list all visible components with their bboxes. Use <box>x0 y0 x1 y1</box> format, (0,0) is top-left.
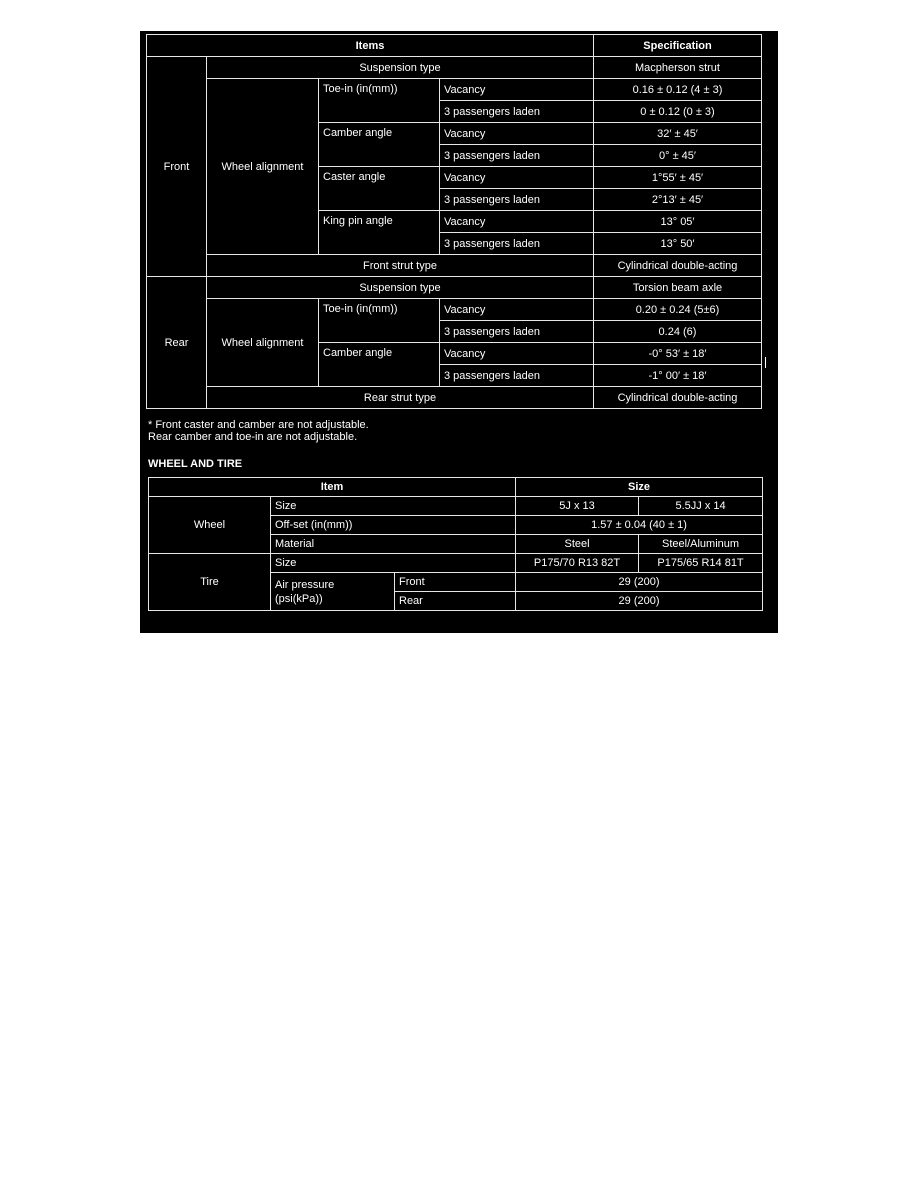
alignment-spec-table <box>146 34 762 409</box>
condition-laden: 3 passengers laden <box>440 189 594 211</box>
table-row <box>147 387 762 409</box>
rear-camber-laden-value: -1° 00′ ± 18′ <box>594 365 762 387</box>
air-pressure-label <box>271 573 395 611</box>
front-pressure-value: 29 (200) <box>516 573 763 592</box>
table-row <box>147 299 762 321</box>
rear-suspension-type-value: Torsion beam axle <box>594 277 762 299</box>
tire-size-value-a: P175/70 R13 82T <box>516 554 639 573</box>
front-kingpin-laden-value: 13° 50′ <box>594 233 762 255</box>
material-value-a: Steel <box>516 535 639 554</box>
front-kingpin-vacancy-value: 13° 05′ <box>594 211 762 233</box>
condition-vacancy: Vacancy <box>440 299 594 321</box>
front-suspension-type-label: Suspension type <box>207 57 594 79</box>
table-row <box>147 255 762 277</box>
offset-label: Off-set (in(mm)) <box>271 516 516 535</box>
note-line: * Front caster and camber are not adjustable. <box>148 419 369 431</box>
table-header-row <box>147 35 762 57</box>
header-items: Items <box>147 35 594 57</box>
wheel-size-value-a: 5J x 13 <box>516 497 639 516</box>
front-toe-vacancy-value: 0.16 ± 0.12 (4 ± 3) <box>594 79 762 101</box>
header-size: Size <box>516 478 763 497</box>
section-title: WHEEL AND TIRE <box>148 458 243 470</box>
tire-size-label: Size <box>271 554 516 573</box>
wheel-tire-table <box>148 477 763 611</box>
rear-toe-laden-value: 0.24 (6) <box>594 321 762 343</box>
condition-vacancy: Vacancy <box>440 79 594 101</box>
front-suspension-type-value: Macpherson strut <box>594 57 762 79</box>
table-row <box>147 57 762 79</box>
offset-value: 1.57 ± 0.04 (40 ± 1) <box>516 516 763 535</box>
rear-toe-in-label: Toe-in (in(mm)) <box>319 299 440 343</box>
rear-group-label: Rear <box>147 277 207 409</box>
front-camber-vacancy-value: 32′ ± 45′ <box>594 123 762 145</box>
condition-vacancy: Vacancy <box>440 167 594 189</box>
rear-pressure-label: Rear <box>395 592 516 611</box>
wheel-size-label: Size <box>271 497 516 516</box>
table-row <box>149 497 763 516</box>
adjustment-notes <box>148 419 369 443</box>
condition-vacancy: Vacancy <box>440 123 594 145</box>
header-specification: Specification <box>594 35 762 57</box>
condition-laden: 3 passengers laden <box>440 145 594 167</box>
table-row <box>147 277 762 299</box>
scanned-spec-page <box>140 31 778 633</box>
front-toe-laden-value: 0 ± 0.12 (0 ± 3) <box>594 101 762 123</box>
rear-pressure-value: 29 (200) <box>516 592 763 611</box>
front-group-label: Front <box>147 57 207 277</box>
rear-wheel-alignment-label: Wheel alignment <box>207 299 319 387</box>
tire-size-value-b: P175/65 R14 81T <box>639 554 763 573</box>
condition-vacancy: Vacancy <box>440 211 594 233</box>
condition-vacancy: Vacancy <box>440 343 594 365</box>
front-camber-angle-label: Camber angle <box>319 123 440 167</box>
condition-laden: 3 passengers laden <box>440 365 594 387</box>
condition-laden: 3 passengers laden <box>440 101 594 123</box>
front-strut-type-label: Front strut type <box>207 255 594 277</box>
tire-label: Tire <box>149 554 271 611</box>
front-pressure-label: Front <box>395 573 516 592</box>
table-row <box>149 554 763 573</box>
header-item: Item <box>149 478 516 497</box>
front-caster-angle-label: Caster angle <box>319 167 440 211</box>
rear-strut-type-value: Cylindrical double-acting <box>594 387 762 409</box>
front-wheel-alignment-label: Wheel alignment <box>207 79 319 255</box>
front-king-pin-angle-label: King pin angle <box>319 211 440 255</box>
revision-bar <box>765 357 766 368</box>
front-caster-laden-value: 2°13′ ± 45′ <box>594 189 762 211</box>
wheel-size-value-b: 5.5JJ x 14 <box>639 497 763 516</box>
front-toe-in-label: Toe-in (in(mm)) <box>319 79 440 123</box>
condition-laden: 3 passengers laden <box>440 233 594 255</box>
table-header-row <box>149 478 763 497</box>
air-pressure-label-line1: Air pressure <box>275 578 335 591</box>
rear-camber-angle-label: Camber angle <box>319 343 440 387</box>
front-caster-vacancy-value: 1°55′ ± 45′ <box>594 167 762 189</box>
rear-strut-type-label: Rear strut type <box>207 387 594 409</box>
rear-suspension-type-label: Suspension type <box>207 277 594 299</box>
rear-camber-vacancy-value: -0° 53′ ± 18′ <box>594 343 762 365</box>
air-pressure-label-line2: (psi(kPa)) <box>275 592 323 605</box>
condition-laden: 3 passengers laden <box>440 321 594 343</box>
front-camber-laden-value: 0° ± 45′ <box>594 145 762 167</box>
rear-toe-vacancy-value: 0.20 ± 0.24 (5±6) <box>594 299 762 321</box>
table-row <box>147 79 762 101</box>
note-line: Rear camber and toe-in are not adjustable. <box>148 431 358 443</box>
wheel-label: Wheel <box>149 497 271 554</box>
material-label: Material <box>271 535 516 554</box>
front-strut-type-value: Cylindrical double-acting <box>594 255 762 277</box>
material-value-b: Steel/Aluminum <box>639 535 763 554</box>
